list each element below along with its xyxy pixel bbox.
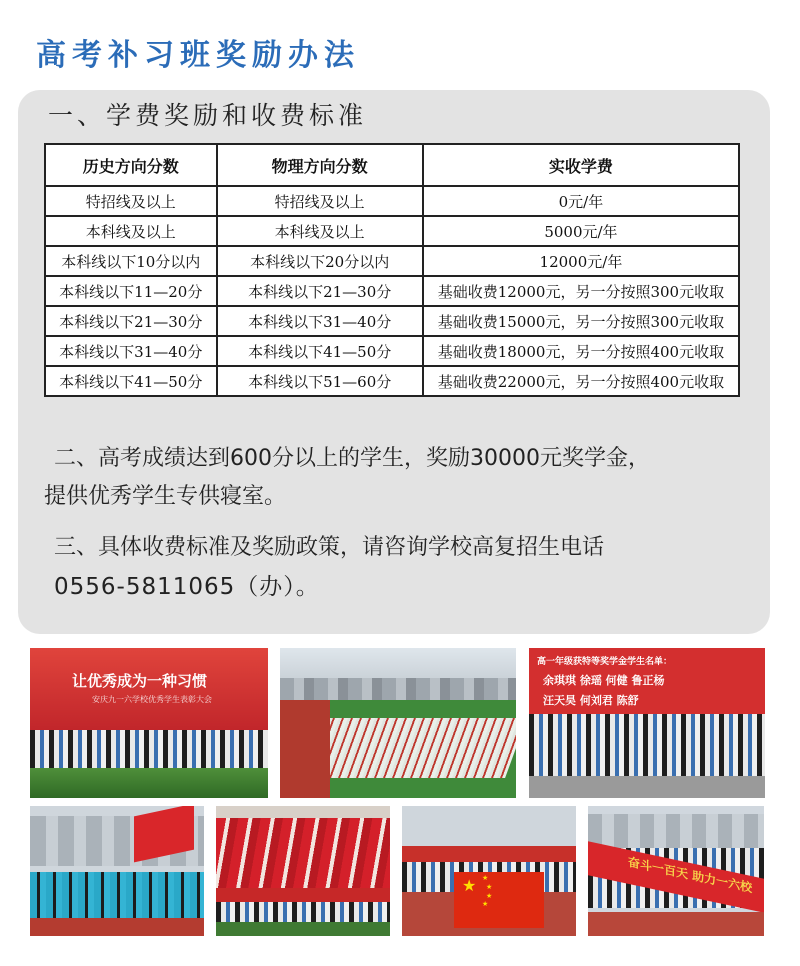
header-history: 历史方向分数: [45, 144, 217, 186]
scholarship-names-2: 汪天昊 何刘君 陈舒: [543, 694, 639, 707]
table-cell: 本科线以下51—60分: [217, 366, 423, 396]
table-cell: 基础收费15000元，另一分按照300元收取: [423, 306, 739, 336]
scholarship-names-1: 余琪琪 徐瑶 何健 鲁正杨: [543, 674, 665, 687]
flag-team-photo: [30, 806, 204, 936]
scholarship-stage-photo: [529, 648, 765, 798]
table-header-row: [45, 144, 739, 186]
section2-line2: 提供优秀学生专供寝室。: [44, 484, 287, 509]
table-cell: 本科线以下41—50分: [217, 336, 423, 366]
table-cell: 本科线以下10分以内: [45, 246, 217, 276]
header-fee: 实收学费: [423, 144, 739, 186]
table-row: [45, 186, 739, 216]
table-row: [45, 366, 739, 396]
table-cell: 本科线以下31—40分: [217, 306, 423, 336]
table-row: [45, 276, 739, 306]
banner-students-photo: [588, 806, 764, 936]
national-flag-photo: [402, 806, 576, 936]
header-physics: 物理方向分数: [217, 144, 423, 186]
table-cell: 特招线及以上: [45, 186, 217, 216]
national-flag-icon: ★ ★ ★ ★ ★: [454, 872, 544, 928]
section3-phone: 0556-5811065（办）。: [54, 574, 320, 600]
table-cell: 本科线以下21—30分: [217, 276, 423, 306]
flag-wall-photo: [216, 806, 390, 936]
ceremony-banner: 让优秀成为一种习惯: [72, 672, 208, 690]
table-cell: 本科线以下11—20分: [45, 276, 217, 306]
table-cell: 0元/年: [423, 186, 739, 216]
table-cell: 本科线以下41—50分: [45, 366, 217, 396]
page-title: 高考补习班奖励办法: [36, 38, 360, 73]
table-row: [45, 336, 739, 366]
ceremony-subtitle: 安庆九一六学校优秀学生表彰大会: [92, 695, 212, 704]
fee-table: [44, 143, 740, 397]
table-row: [45, 216, 739, 246]
table-cell: 12000元/年: [423, 246, 739, 276]
table-cell: 基础收费12000元，另一分按照300元收取: [423, 276, 739, 306]
table-row: [45, 246, 739, 276]
table-cell: 基础收费18000元，另一分按照400元收取: [423, 336, 739, 366]
section2-line1: 二、高考成绩达到600分以上的学生，奖励30000元奖学金，: [54, 446, 650, 471]
table-cell: 本科线以下20分以内: [217, 246, 423, 276]
scholarship-banner: 高一年级获特等奖学金学生名单：: [537, 657, 673, 667]
table-row: [45, 306, 739, 336]
section2-text: [44, 440, 764, 516]
section3-line1: 三、具体收费标准及奖励政策，请咨询学校高复招生电话: [54, 535, 605, 560]
table-cell: 特招线及以上: [217, 186, 423, 216]
table-cell: 本科线及以上: [217, 216, 423, 246]
award-ceremony-photo: [30, 648, 268, 798]
stadium-photo: [280, 648, 516, 798]
section1-heading: 一、学费奖励和收费标准: [48, 101, 368, 130]
table-cell: 本科线及以上: [45, 216, 217, 246]
table-cell: 本科线以下21—30分: [45, 306, 217, 336]
table-cell: 5000元/年: [423, 216, 739, 246]
table-cell: 基础收费22000元，另一分按照400元收取: [423, 366, 739, 396]
students-banner: 奋斗一百天 助力一六校: [628, 854, 753, 896]
table-cell: 本科线以下31—40分: [45, 336, 217, 366]
